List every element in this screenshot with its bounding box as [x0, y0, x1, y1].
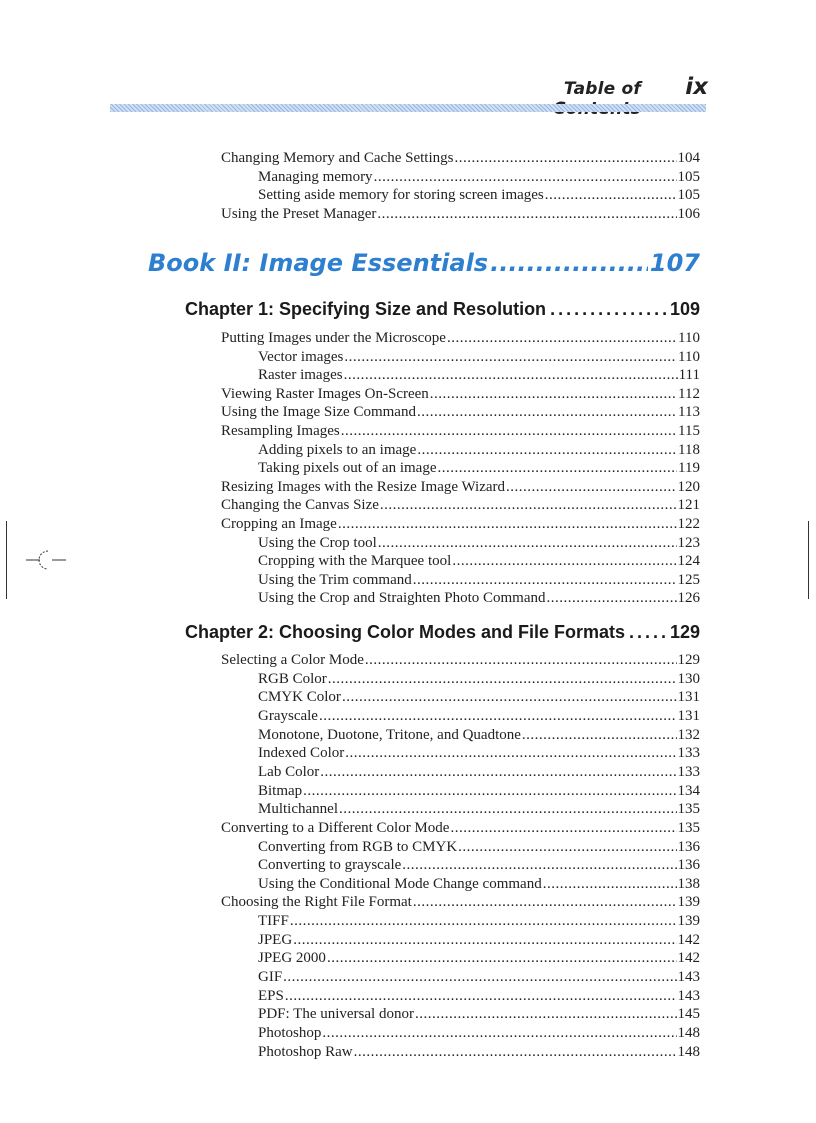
- book-title: Book II: Image Essentials: [148, 249, 489, 277]
- entry-title: Changing the Canvas Size: [221, 497, 379, 514]
- dot-leader: [490, 249, 648, 277]
- toc-entry: [221, 651, 700, 670]
- entry-page-number: 124: [677, 553, 700, 570]
- toc-subentry: [258, 856, 700, 875]
- toc-subentry: [258, 707, 700, 726]
- toc-subentry: [258, 912, 700, 931]
- entry-page-number: 105: [677, 187, 700, 204]
- toc-subentry: [258, 1043, 700, 1062]
- dot-leader: [341, 422, 677, 441]
- toc-subentry: [258, 459, 700, 478]
- toc-subentry: [258, 838, 700, 857]
- dot-leader: [458, 838, 676, 857]
- entry-page-number: 143: [677, 987, 700, 1004]
- dot-leader: [413, 571, 677, 590]
- dot-leader: [285, 987, 677, 1006]
- entry-page-number: 119: [678, 460, 700, 477]
- entry-title: Multichannel: [258, 801, 338, 818]
- entry-page-number: 142: [677, 931, 700, 948]
- toc-entry: [221, 385, 700, 404]
- dot-leader: [290, 912, 677, 931]
- toc-entry: [221, 403, 700, 422]
- toc-subentry: [258, 534, 700, 553]
- entry-title: Grayscale: [258, 707, 318, 724]
- toc-subentry: [258, 744, 700, 763]
- dot-leader: [344, 366, 678, 385]
- dot-leader: [545, 186, 677, 205]
- toc-subentry: [258, 949, 700, 968]
- entry-title: CMYK Color: [258, 689, 341, 706]
- entry-title: Viewing Raster Images On-Screen: [221, 385, 429, 402]
- entry-page-number: 122: [677, 516, 700, 532]
- chapter-1-title: Chapter 1: Specifying Size and Resolution: [185, 299, 547, 319]
- chapter-2-title: Chapter 2: Choosing Color Modes and File Formats: [185, 622, 626, 642]
- toc-entry: [221, 515, 700, 534]
- toc-subentry: [258, 168, 700, 187]
- dot-leader: [438, 459, 678, 478]
- dot-leader: [374, 168, 677, 187]
- running-header-page-number: ix: [685, 74, 708, 100]
- dot-leader: [415, 1005, 677, 1024]
- entry-title: Converting from RGB to CMYK: [258, 838, 458, 855]
- entry-title: EPS: [258, 987, 284, 1004]
- toc-entry: [221, 149, 700, 168]
- entry-page-number: 139: [677, 894, 700, 911]
- crop-mark-left-line: [6, 521, 7, 599]
- dot-leader: [550, 299, 666, 320]
- entry-title: Indexed Color: [258, 745, 345, 762]
- entry-page-number: 134: [677, 782, 700, 799]
- registration-mark-icon: [26, 548, 66, 572]
- dot-leader: [447, 329, 677, 348]
- entry-page-number: 135: [677, 819, 700, 836]
- toc-subentry: [258, 348, 700, 367]
- toc-subentry: [258, 1024, 700, 1043]
- toc-subentry: [258, 670, 700, 689]
- dot-leader: [319, 707, 677, 726]
- entry-title: Putting Images under the Microscope: [221, 330, 446, 346]
- entry-title: Using the Trim command: [258, 571, 412, 588]
- entry-title: Vector images: [258, 348, 344, 365]
- entry-page-number: 138: [677, 875, 700, 892]
- dot-leader: [546, 589, 676, 608]
- dot-leader: [339, 800, 677, 819]
- dot-leader: [342, 688, 677, 707]
- entry-page-number: 136: [677, 857, 700, 874]
- entry-title: Adding pixels to an image: [258, 441, 417, 458]
- dot-leader: [283, 968, 676, 987]
- dot-leader: [629, 622, 666, 643]
- toc-subentry: [258, 968, 700, 987]
- dot-leader: [380, 496, 677, 515]
- dot-leader: [322, 1024, 676, 1043]
- toc-subentry: [258, 763, 700, 782]
- entry-page-number: 133: [677, 745, 700, 762]
- entry-page-number: 110: [678, 330, 700, 346]
- toc-subentry: [258, 800, 700, 819]
- entry-page-number: 123: [677, 534, 700, 551]
- toc-entry: [221, 205, 700, 224]
- entry-title: Using the Preset Manager: [221, 206, 377, 223]
- dot-leader: [413, 893, 677, 912]
- entry-page-number: 148: [677, 1025, 700, 1041]
- dot-leader: [450, 819, 676, 838]
- entry-page-number: 143: [677, 969, 700, 986]
- dot-leader: [378, 534, 677, 553]
- entry-page-number: 104: [677, 150, 700, 166]
- toc-subentry: [258, 782, 700, 801]
- toc-subentry: [258, 186, 700, 205]
- entry-page-number: 118: [678, 441, 700, 458]
- toc-subentry: [258, 552, 700, 571]
- chapter-1-heading: [185, 299, 700, 325]
- entry-title: Bitmap: [258, 782, 303, 799]
- entry-title: Converting to grayscale: [258, 857, 402, 874]
- dot-leader: [365, 651, 677, 670]
- entry-title: Using the Crop tool: [258, 534, 377, 551]
- entry-title: Converting to a Different Color Mode: [221, 819, 450, 836]
- toc-subentry: [258, 366, 700, 385]
- dot-leader: [506, 478, 676, 497]
- dot-leader: [417, 441, 677, 460]
- entry-title: JPEG: [258, 931, 293, 948]
- entry-page-number: 135: [677, 801, 700, 818]
- dot-leader: [452, 552, 676, 571]
- entry-title: Cropping with the Marquee tool: [258, 553, 452, 570]
- chapter-1-page-number: 109: [669, 299, 700, 319]
- entry-page-number: 148: [677, 1043, 700, 1060]
- entry-title: PDF: The universal donor: [258, 1006, 414, 1023]
- dot-leader: [303, 782, 676, 801]
- entry-page-number: 130: [677, 670, 700, 687]
- chapter-2-heading: [185, 622, 700, 648]
- entry-title: Using the Conditional Mode Change command: [258, 875, 542, 892]
- entry-page-number: 105: [677, 168, 700, 185]
- entry-page-number: 129: [677, 652, 700, 668]
- dot-leader: [454, 149, 676, 168]
- entry-page-number: 106: [677, 206, 700, 223]
- toc-subentry: [258, 931, 700, 950]
- entry-title: Resizing Images with the Resize Image Wizard: [221, 478, 506, 495]
- toc-subentry: [258, 688, 700, 707]
- entry-title: Managing memory: [258, 168, 373, 185]
- dot-leader: [320, 763, 676, 782]
- book-heading: [148, 249, 700, 283]
- entry-title: Changing Memory and Cache Settings: [221, 150, 454, 166]
- toc-subentry: [258, 1005, 700, 1024]
- entry-page-number: 112: [678, 385, 700, 402]
- toc-subentry: [258, 441, 700, 460]
- toc-subentry: [258, 726, 700, 745]
- dot-leader: [377, 205, 676, 224]
- dot-leader: [338, 515, 677, 534]
- toc-entry: [221, 893, 700, 912]
- toc-entry: [221, 496, 700, 515]
- dot-leader: [327, 949, 677, 968]
- dot-leader: [328, 670, 677, 689]
- dot-leader: [543, 875, 677, 894]
- entry-page-number: 139: [677, 913, 700, 930]
- entry-title: Photoshop Raw: [258, 1043, 353, 1060]
- toc-entry: [221, 819, 700, 838]
- entry-title: Cropping an Image: [221, 516, 337, 532]
- chapter-2-page-number: 129: [669, 622, 700, 642]
- entry-page-number: 126: [677, 590, 700, 607]
- entry-page-number: 132: [677, 726, 700, 743]
- entry-page-number: 125: [677, 571, 700, 588]
- toc-subentry: [258, 571, 700, 590]
- entry-title: Setting aside memory for storing screen images: [258, 187, 544, 204]
- dot-leader: [402, 856, 676, 875]
- book-page-number: 107: [649, 249, 700, 277]
- entry-page-number: 115: [678, 423, 700, 439]
- entry-page-number: 136: [677, 838, 700, 855]
- entry-title: Choosing the Right File Format: [221, 894, 412, 911]
- entry-page-number: 110: [678, 348, 700, 365]
- entry-page-number: 133: [677, 763, 700, 780]
- dot-leader: [293, 931, 676, 950]
- entry-title: Using the Image Size Command: [221, 404, 416, 421]
- entry-title: Raster images: [258, 367, 343, 384]
- entry-page-number: 131: [677, 689, 700, 706]
- toc-subentry: [258, 987, 700, 1006]
- entry-page-number: 111: [678, 367, 700, 384]
- crop-mark-right-line: [808, 521, 809, 599]
- toc-entry: [221, 478, 700, 497]
- entry-title: Photoshop: [258, 1025, 322, 1041]
- entry-page-number: 120: [677, 478, 700, 495]
- entry-page-number: 142: [677, 950, 700, 967]
- toc-entry: [221, 422, 700, 441]
- entry-title: TIFF: [258, 913, 289, 930]
- entry-title: Selecting a Color Mode: [221, 652, 364, 668]
- entry-title: GIF: [258, 969, 283, 986]
- entry-title: Taking pixels out of an image: [258, 460, 437, 477]
- entry-page-number: 145: [677, 1006, 700, 1023]
- toc-subentry: [258, 589, 700, 608]
- entry-title: Using the Crop and Straighten Photo Command: [258, 590, 546, 607]
- running-header-title: Table of: [563, 79, 641, 99]
- entry-title: Lab Color: [258, 763, 320, 780]
- toc-subentry: [258, 875, 700, 894]
- header-rule: [110, 104, 706, 112]
- entry-page-number: 121: [677, 497, 700, 514]
- entry-title: RGB Color: [258, 670, 327, 687]
- entry-page-number: 113: [678, 404, 700, 421]
- dot-leader: [345, 744, 676, 763]
- toc-entry: [221, 329, 700, 348]
- entry-title: Monotone, Duotone, Tritone, and Quadtone: [258, 726, 521, 743]
- dot-leader: [344, 348, 677, 367]
- entry-title: Resampling Images: [221, 423, 340, 439]
- dot-leader: [522, 726, 677, 745]
- entry-title: JPEG 2000: [258, 950, 326, 967]
- entry-page-number: 131: [677, 707, 700, 724]
- dot-leader: [430, 385, 677, 404]
- dot-leader: [417, 403, 677, 422]
- dot-leader: [354, 1043, 677, 1062]
